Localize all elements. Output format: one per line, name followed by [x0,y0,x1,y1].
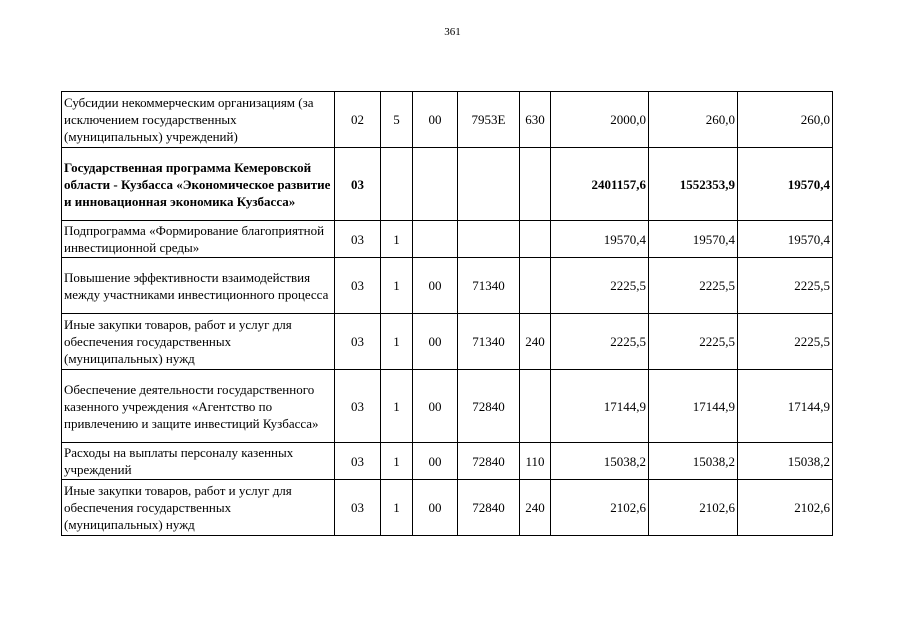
amount-year-2-cell: 17144,9 [649,370,738,443]
expense-type-cell [520,148,551,221]
expense-direction-cell: 72840 [458,480,520,536]
main-event-code-cell: 00 [413,480,458,536]
row-name-cell: Расходы на выплаты персоналу казенных учреждений [62,443,335,480]
table-row [62,370,833,443]
row-name-cell: Подпрограмма «Формирование благоприятной инвестиционной среды» [62,221,335,258]
amount-year-2-cell: 2225,5 [649,314,738,370]
program-code-cell: 03 [335,258,381,314]
expense-type-cell: 240 [520,314,551,370]
amount-year-1-cell: 2225,5 [551,314,649,370]
main-event-code-cell: 00 [413,258,458,314]
program-code-cell: 03 [335,221,381,258]
table-row [62,443,833,480]
amount-year-1-cell: 2225,5 [551,258,649,314]
expense-direction-cell [458,148,520,221]
table-body [62,92,833,536]
amount-year-3-cell: 2102,6 [738,480,833,536]
subprogram-code-cell: 5 [381,92,413,148]
subprogram-code-cell [381,148,413,221]
table-row [62,258,833,314]
expense-type-cell [520,221,551,258]
table-row [62,92,833,148]
budget-table [61,91,833,536]
amount-year-3-cell: 2225,5 [738,314,833,370]
amount-year-3-cell: 17144,9 [738,370,833,443]
amount-year-3-cell: 2225,5 [738,258,833,314]
subprogram-code-cell: 1 [381,480,413,536]
row-name-cell: Государственная программа Кемеровской области - Кузбасса «Экономическое развитие и инновационная экономика Кузбасса» [62,148,335,221]
program-code-cell: 02 [335,92,381,148]
amount-year-1-cell: 15038,2 [551,443,649,480]
amount-year-2-cell: 2102,6 [649,480,738,536]
amount-year-2-cell: 15038,2 [649,443,738,480]
row-name-cell: Субсидии некоммерческим организациям (за исключением государственных (муниципальных) учреждений) [62,92,335,148]
amount-year-2-cell: 19570,4 [649,221,738,258]
table-row [62,480,833,536]
amount-year-3-cell: 260,0 [738,92,833,148]
amount-year-1-cell: 2102,6 [551,480,649,536]
amount-year-3-cell: 19570,4 [738,148,833,221]
expense-direction-cell: 72840 [458,370,520,443]
expense-type-cell [520,370,551,443]
amount-year-1-cell: 2401157,6 [551,148,649,221]
subprogram-code-cell: 1 [381,258,413,314]
subprogram-code-cell: 1 [381,221,413,258]
main-event-code-cell: 00 [413,443,458,480]
expense-type-cell: 630 [520,92,551,148]
amount-year-1-cell: 2000,0 [551,92,649,148]
amount-year-2-cell: 260,0 [649,92,738,148]
row-name-cell: Обеспечение деятельности государственного казенного учреждения «Агентство по привлечению и защите инвестиций Кузбасса» [62,370,335,443]
main-event-code-cell: 00 [413,370,458,443]
program-code-cell: 03 [335,314,381,370]
subprogram-code-cell: 1 [381,314,413,370]
expense-direction-cell: 71340 [458,314,520,370]
program-code-cell: 03 [335,443,381,480]
amount-year-2-cell: 2225,5 [649,258,738,314]
expense-direction-cell [458,221,520,258]
expense-type-cell [520,258,551,314]
table-row [62,148,833,221]
expense-direction-cell: 72840 [458,443,520,480]
table-row [62,314,833,370]
expense-type-cell: 240 [520,480,551,536]
amount-year-1-cell: 17144,9 [551,370,649,443]
amount-year-1-cell: 19570,4 [551,221,649,258]
row-name-cell: Иные закупки товаров, работ и услуг для обеспечения государственных (муниципальных) нужд [62,480,335,536]
table-row [62,221,833,258]
amount-year-3-cell: 19570,4 [738,221,833,258]
program-code-cell: 03 [335,148,381,221]
program-code-cell: 03 [335,370,381,443]
page-number: 361 [444,26,461,38]
subprogram-code-cell: 1 [381,443,413,480]
main-event-code-cell: 00 [413,92,458,148]
row-name-cell: Иные закупки товаров, работ и услуг для обеспечения государственных (муниципальных) нужд [62,314,335,370]
expense-type-cell: 110 [520,443,551,480]
subprogram-code-cell: 1 [381,370,413,443]
amount-year-3-cell: 15038,2 [738,443,833,480]
program-code-cell: 03 [335,480,381,536]
expense-direction-cell: 7953E [458,92,520,148]
row-name-cell: Повышение эффективности взаимодействия между участниками инвестиционного процесса [62,258,335,314]
main-event-code-cell [413,148,458,221]
expense-direction-cell: 71340 [458,258,520,314]
main-event-code-cell [413,221,458,258]
main-event-code-cell: 00 [413,314,458,370]
amount-year-2-cell: 1552353,9 [649,148,738,221]
